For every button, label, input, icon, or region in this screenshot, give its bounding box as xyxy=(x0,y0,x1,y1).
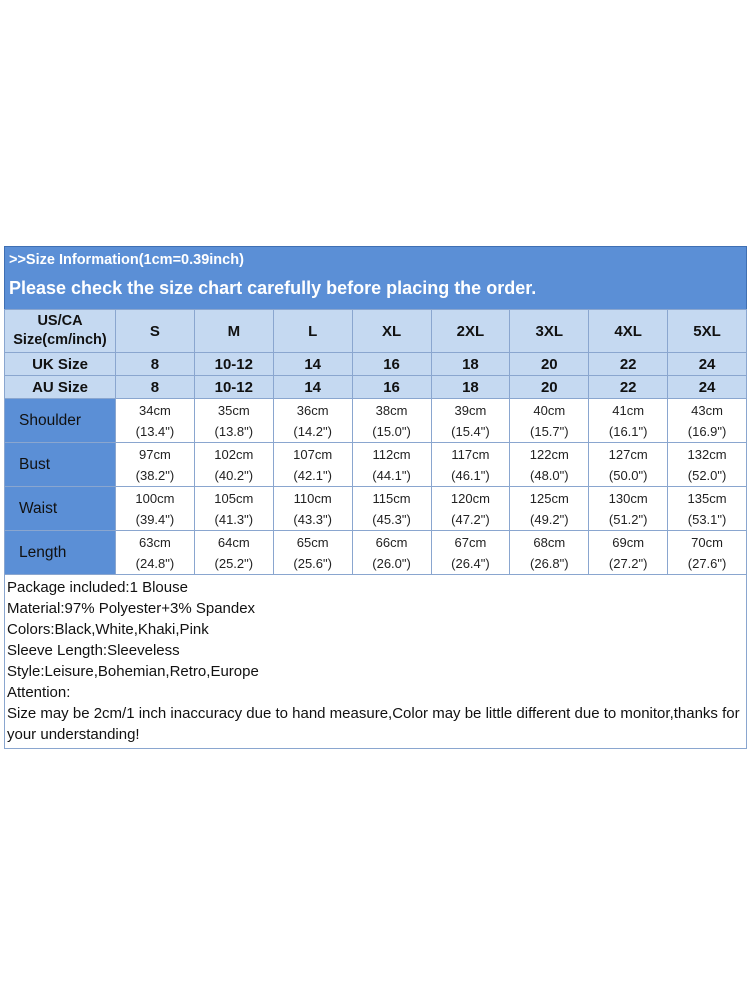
measurement-cell xyxy=(668,399,747,443)
measurement-cm: 68cm xyxy=(533,534,566,550)
measurement-cm: 39cm xyxy=(454,402,487,418)
measurement-cm: 36cm xyxy=(296,402,329,418)
measurement-label: Waist xyxy=(5,487,116,531)
measurement-row xyxy=(5,443,747,487)
measurement-inch: (15.0") xyxy=(372,423,411,439)
au-size-cell: 22 xyxy=(589,376,668,399)
measurement-cm: 35cm xyxy=(217,402,250,418)
measurement-cell xyxy=(352,443,431,487)
note-line: Material:97% Polyester+3% Spandex xyxy=(7,600,256,617)
measurement-cell xyxy=(352,531,431,575)
uk-size-row xyxy=(5,353,747,376)
us-size-cell: XL xyxy=(352,310,431,353)
measurement-inch: (15.4") xyxy=(451,423,490,439)
measurement-inch: (13.4") xyxy=(135,423,175,439)
measurement-row xyxy=(5,487,747,531)
measurement-cell xyxy=(273,443,352,487)
uk-size-cell: 14 xyxy=(273,353,352,376)
measurement-inch: (14.2") xyxy=(293,423,332,439)
measurement-cm: 41cm xyxy=(612,402,645,418)
measurement-cell xyxy=(589,399,668,443)
measurement-cm: 40cm xyxy=(533,402,566,418)
us-size-label xyxy=(5,310,116,353)
measurement-cm: 115cm xyxy=(372,490,411,506)
measurement-cell xyxy=(668,443,747,487)
measurement-cm: 38cm xyxy=(375,402,408,418)
size-table xyxy=(4,309,747,575)
measurement-inch: (25.2") xyxy=(214,555,254,571)
us-size-cell: 4XL xyxy=(589,310,668,353)
au-size-cell: 16 xyxy=(352,376,431,399)
measurement-cell xyxy=(510,531,589,575)
chart-header xyxy=(4,246,747,309)
measurement-cell xyxy=(589,487,668,531)
measurement-cell xyxy=(431,443,510,487)
measurement-inch: (48.0") xyxy=(530,467,569,483)
measurement-cm: 120cm xyxy=(450,490,490,506)
measurement-inch: (50.0") xyxy=(608,467,648,483)
measurement-cm: 63cm xyxy=(139,534,171,550)
measurement-inch: (43.3") xyxy=(293,511,332,527)
measurement-cell xyxy=(273,531,352,575)
measurement-cell xyxy=(352,487,431,531)
measurement-inch: (24.8") xyxy=(135,555,175,571)
measurement-inch: (40.2") xyxy=(214,467,254,483)
measurement-inch: (16.9") xyxy=(687,423,727,439)
us-size-label-line2: Size(cm/inch) xyxy=(13,332,107,348)
us-size-cell: M xyxy=(194,310,273,353)
note-line: Style:Leisure,Bohemian,Retro,Europe xyxy=(7,663,259,680)
measurement-cell xyxy=(116,443,195,487)
measurement-cell xyxy=(273,487,352,531)
note-line: Attention: xyxy=(7,684,71,701)
measurement-inch: (52.0") xyxy=(687,467,727,483)
measurement-cell xyxy=(194,399,273,443)
measurement-inch: (15.7") xyxy=(530,423,569,439)
uk-size-cell: 22 xyxy=(589,353,668,376)
measurement-cm: 43cm xyxy=(691,402,723,418)
measurement-cell xyxy=(668,487,747,531)
uk-size-cell: 8 xyxy=(116,353,195,376)
measurement-inch: (39.4") xyxy=(135,511,175,527)
measurement-inch: (47.2") xyxy=(451,511,490,527)
us-size-cell: 5XL xyxy=(668,310,747,353)
measurement-label: Shoulder xyxy=(5,399,116,443)
measurement-cm: 110cm xyxy=(293,490,332,506)
measurement-cm: 105cm xyxy=(214,490,254,506)
measurement-row xyxy=(5,531,747,575)
measurement-cell xyxy=(510,487,589,531)
note-line: Sleeve Length:Sleeveless xyxy=(7,642,180,659)
measurement-cm: 66cm xyxy=(375,534,408,550)
measurement-inch: (27.6") xyxy=(687,555,727,571)
au-size-cell: 24 xyxy=(668,376,747,399)
measurement-cell xyxy=(431,487,510,531)
uk-size-cell: 16 xyxy=(352,353,431,376)
au-size-row xyxy=(5,376,747,399)
note-line: Colors:Black,White,Khaki,Pink xyxy=(7,621,209,638)
size-check-notice: Please check the size chart carefully before placing the order. xyxy=(9,278,537,298)
au-size-cell: 14 xyxy=(273,376,352,399)
measurement-cm: 130cm xyxy=(608,490,648,506)
measurement-cm: 112cm xyxy=(372,446,411,462)
au-size-cell: 18 xyxy=(431,376,510,399)
measurement-inch: (26.4") xyxy=(451,555,490,571)
product-notes xyxy=(4,575,747,749)
note-line: Size may be 2cm/1 inch inaccuracy due to hand measure,Color may be little different due to monitor,thanks for your understanding! xyxy=(7,705,740,743)
us-size-label-line1: US/CA xyxy=(37,313,83,329)
uk-size-cell: 10-12 xyxy=(194,353,273,376)
measurement-inch: (53.1") xyxy=(687,511,727,527)
measurement-cm: 125cm xyxy=(529,490,569,506)
uk-size-cell: 18 xyxy=(431,353,510,376)
measurement-cell xyxy=(352,399,431,443)
measurement-cm: 102cm xyxy=(214,446,254,462)
measurement-cm: 97cm xyxy=(139,446,171,462)
measurement-inch: (44.1") xyxy=(372,467,411,483)
measurement-cell xyxy=(589,531,668,575)
au-size-cell: 20 xyxy=(510,376,589,399)
size-info-title: >>Size Information(1cm=0.39inch) xyxy=(9,252,244,268)
uk-size-cell: 24 xyxy=(668,353,747,376)
measurement-cm: 107cm xyxy=(293,446,333,462)
measurement-inch: (51.2") xyxy=(608,511,648,527)
measurement-cell xyxy=(194,531,273,575)
measurement-label: Bust xyxy=(5,443,116,487)
au-size-label: AU Size xyxy=(5,376,116,399)
measurement-inch: (13.8") xyxy=(214,423,254,439)
measurement-inch: (41.3") xyxy=(214,511,254,527)
measurement-cell xyxy=(510,443,589,487)
measurement-inch: (16.1") xyxy=(608,423,648,439)
measurement-cm: 67cm xyxy=(454,534,487,550)
us-size-cell: 2XL xyxy=(431,310,510,353)
uk-size-cell: 20 xyxy=(510,353,589,376)
measurement-row xyxy=(5,399,747,443)
measurement-cell xyxy=(116,399,195,443)
measurement-cm: 65cm xyxy=(296,534,329,550)
size-chart xyxy=(4,246,747,749)
uk-size-label: UK Size xyxy=(5,353,116,376)
us-size-cell: 3XL xyxy=(510,310,589,353)
measurement-cm: 34cm xyxy=(139,402,171,418)
measurement-inch: (25.6") xyxy=(293,555,332,571)
us-size-cell: L xyxy=(273,310,352,353)
measurement-cell xyxy=(431,399,510,443)
measurement-inch: (42.1") xyxy=(293,467,332,483)
measurement-cell xyxy=(510,399,589,443)
measurement-inch: (26.0") xyxy=(372,555,411,571)
measurement-inch: (27.2") xyxy=(608,555,648,571)
measurement-inch: (49.2") xyxy=(530,511,569,527)
measurement-inch: (45.3") xyxy=(372,511,411,527)
measurement-cell xyxy=(431,531,510,575)
measurement-cm: 135cm xyxy=(687,490,727,506)
measurement-cell xyxy=(194,487,273,531)
au-size-cell: 8 xyxy=(116,376,195,399)
measurement-inch: (38.2") xyxy=(135,467,175,483)
us-size-cell: S xyxy=(116,310,195,353)
measurement-cell xyxy=(273,399,352,443)
measurement-cm: 69cm xyxy=(612,534,645,550)
measurement-cell xyxy=(194,443,273,487)
us-size-row xyxy=(5,310,747,353)
measurement-cm: 70cm xyxy=(691,534,723,550)
measurement-cm: 122cm xyxy=(529,446,569,462)
measurement-cell xyxy=(668,531,747,575)
measurement-cm: 117cm xyxy=(451,446,490,462)
measurement-cm: 64cm xyxy=(217,534,250,550)
measurement-inch: (26.8") xyxy=(530,555,569,571)
note-line: Package included:1 Blouse xyxy=(7,579,188,596)
measurement-cell xyxy=(116,487,195,531)
measurement-cm: 127cm xyxy=(608,446,648,462)
measurement-inch: (46.1") xyxy=(451,467,490,483)
measurement-cm: 100cm xyxy=(135,490,175,506)
measurement-label: Length xyxy=(5,531,116,575)
measurement-cell xyxy=(116,531,195,575)
measurement-cm: 132cm xyxy=(687,446,727,462)
au-size-cell: 10-12 xyxy=(194,376,273,399)
measurement-cell xyxy=(589,443,668,487)
